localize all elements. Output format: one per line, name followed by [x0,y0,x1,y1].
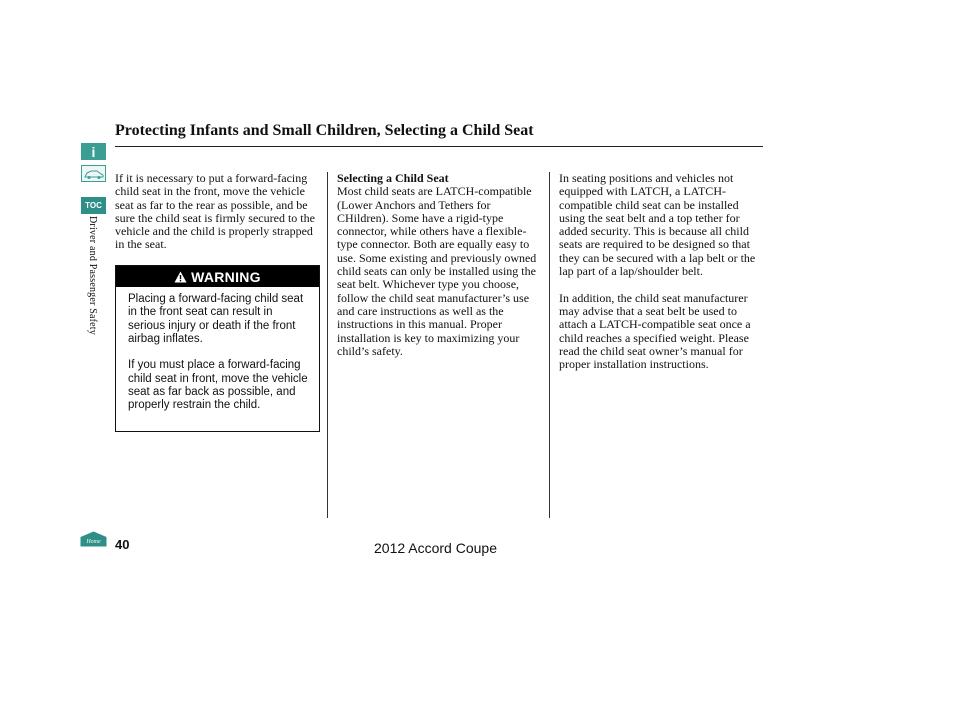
warning-text-2: If you must place a forward-facing child seat in front, move the vehicle seat as far back as possible, and properly restrain the child. [128,359,308,412]
column-3 [559,172,765,371]
column-2 [337,172,543,358]
title-divider [115,146,763,147]
car-icon-graphic [83,168,105,180]
column-divider-1 [327,172,328,518]
column-3-text-2: In addition, the child seat manufacturer may advise that a seat belt be used to attach a LATCH-compatible seat once a child reaches a specified weight. Please read the child seat owner’s manual for proper installation instructions. [559,290,751,372]
column-1 [115,172,321,252]
page-title: Protecting Infants and Small Children, Selecting a Child Seat [115,122,534,139]
warning-header [116,266,319,287]
warning-box [115,265,320,432]
warning-body [116,287,319,413]
info-icon-glyph: i [91,143,96,160]
footer-title: 2012 Accord Coupe [374,540,497,556]
home-label: Home [86,539,101,545]
column-2-text: Most child seats are LATCH-compatible (Lower Anchors and Tethers for CHildren). Some have a rigid-type connector, while others have a flexible-type connector. Both are equally easy to use. Some existing and previously owned child seats can only be installed using the seat belt. Whichever type you choose, follow the child seat manufacturer’s use and care instructions as well as the instructions in this manual. Proper installation is key to maximizing your child’s safety. [337,184,537,358]
warning-icon [174,271,187,283]
warning-label: WARNING [191,268,261,285]
warning-text-1: Placing a forward-facing child seat in the front seat can result in serious injury or death if the front airbag inflates. [128,293,304,345]
home-icon[interactable] [80,531,107,547]
page-number: 40 [115,537,130,552]
column-2-heading: Selecting a Child Seat [337,171,449,185]
toc-label: TOC [85,201,102,210]
section-label: Driver and Passenger Safety [87,216,98,335]
column-3-text-1: In seating positions and vehicles not equipped with LATCH, a LATCH-compatible child seat can be installed using the seat belt and a top tether for added security. This is because all child seats are required to be designed so that they can be secured with a lap belt or the lap part of a lap/shoulder belt. [559,171,756,279]
column-1-text: If it is necessary to put a forward-facing child seat in the front, move the vehicle seat as far to the rear as possible, and be sure the child seat is firmly secured to the vehicle and the child is properly strapped in the seat. [115,171,315,252]
car-icon[interactable] [81,165,106,182]
toc-button[interactable] [81,197,106,214]
column-divider-2 [549,172,550,518]
info-icon[interactable] [81,143,106,160]
